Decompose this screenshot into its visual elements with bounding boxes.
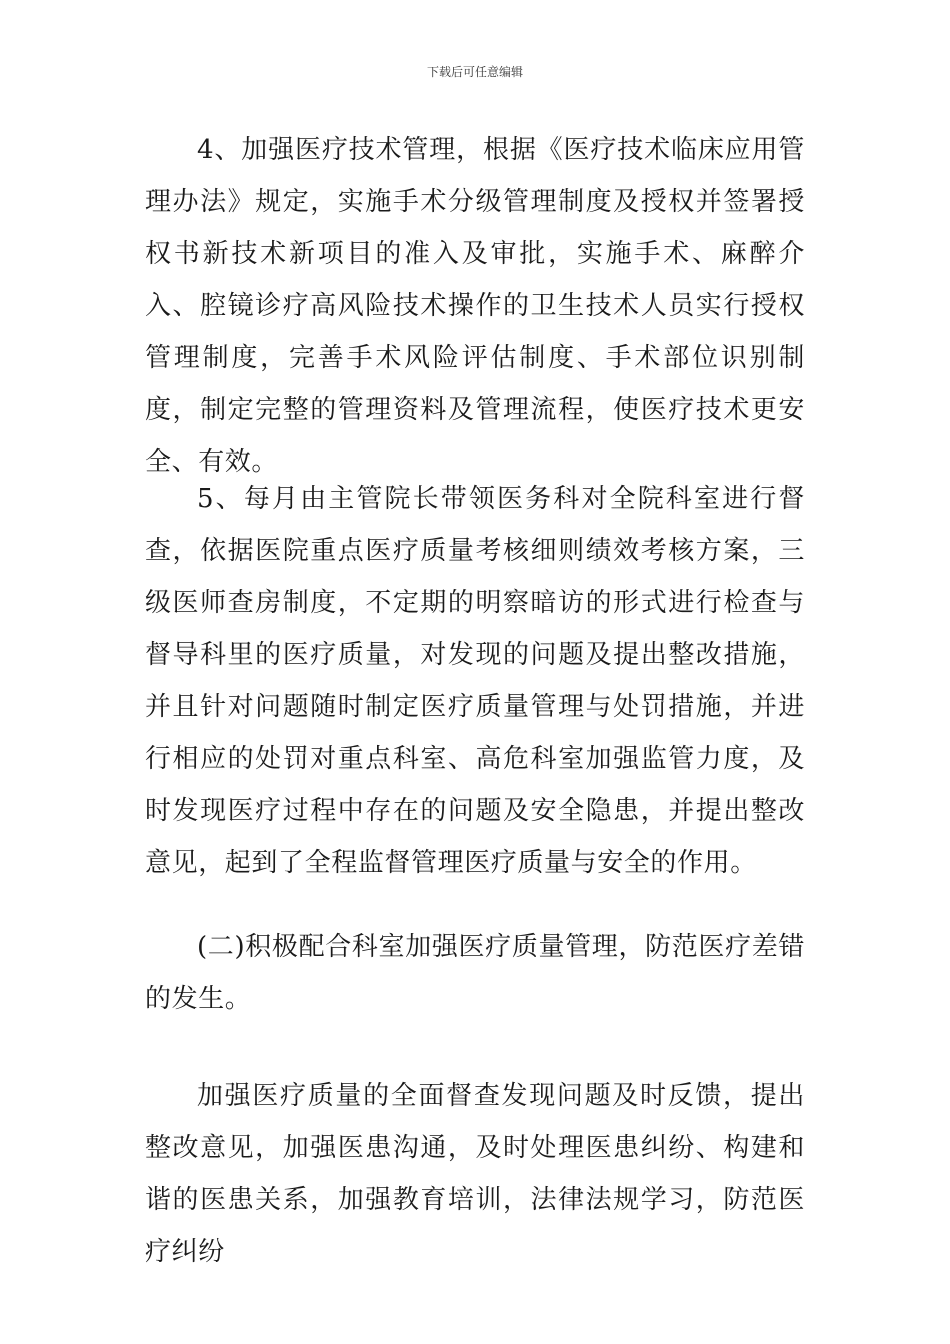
paragraph-medical-tech-management: 4、加强医疗技术管理，根据《医疗技术临床应用管理办法》规定，实施手术分级管理制度及授权并签署授权书新技术新项目的准入及审批，实施手术、麻醉介入、腔镜诊疗高风险技术操作的卫生技术人员实行授权管理制度，完善手术风险评估制度、手术部位识别制度，制定完整的管理资料及管理流程，使医疗技术更安全、有效。 (145, 135, 805, 477)
paragraph-monthly-inspection: 5、每月由主管院长带领医务科对全院科室进行督查，依据医院重点医疗质量考核细则绩效考核方案，三级医师查房制度，不定期的明察暗访的形式进行检查与督导科里的医疗质量，对发现的问题及提出整改措施，并且针对问题随时制定医疗质量管理与处罚措施，并进行相应的处罚对重点科室、高危科室加强监管力度，及时发现医疗过程中存在的问题及安全隐患，并提出整改意见，起到了全程监督管理医疗质量与安全的作用。 (145, 484, 805, 878)
page-header: 下载后可任意编辑 (426, 65, 523, 79)
paragraph-section-heading: (二)积极配合科室加强医疗质量管理，防范医疗差错的发生。 (145, 932, 805, 1014)
paragraph-quality-supervision: 加强医疗质量的全面督查发现问题及时反馈，提出整改意见，加强医患沟通，及时处理医患纠纷、构建和谐的医患关系，加强教育培训，法律法规学习，防范医疗纠纷 (145, 1081, 805, 1267)
